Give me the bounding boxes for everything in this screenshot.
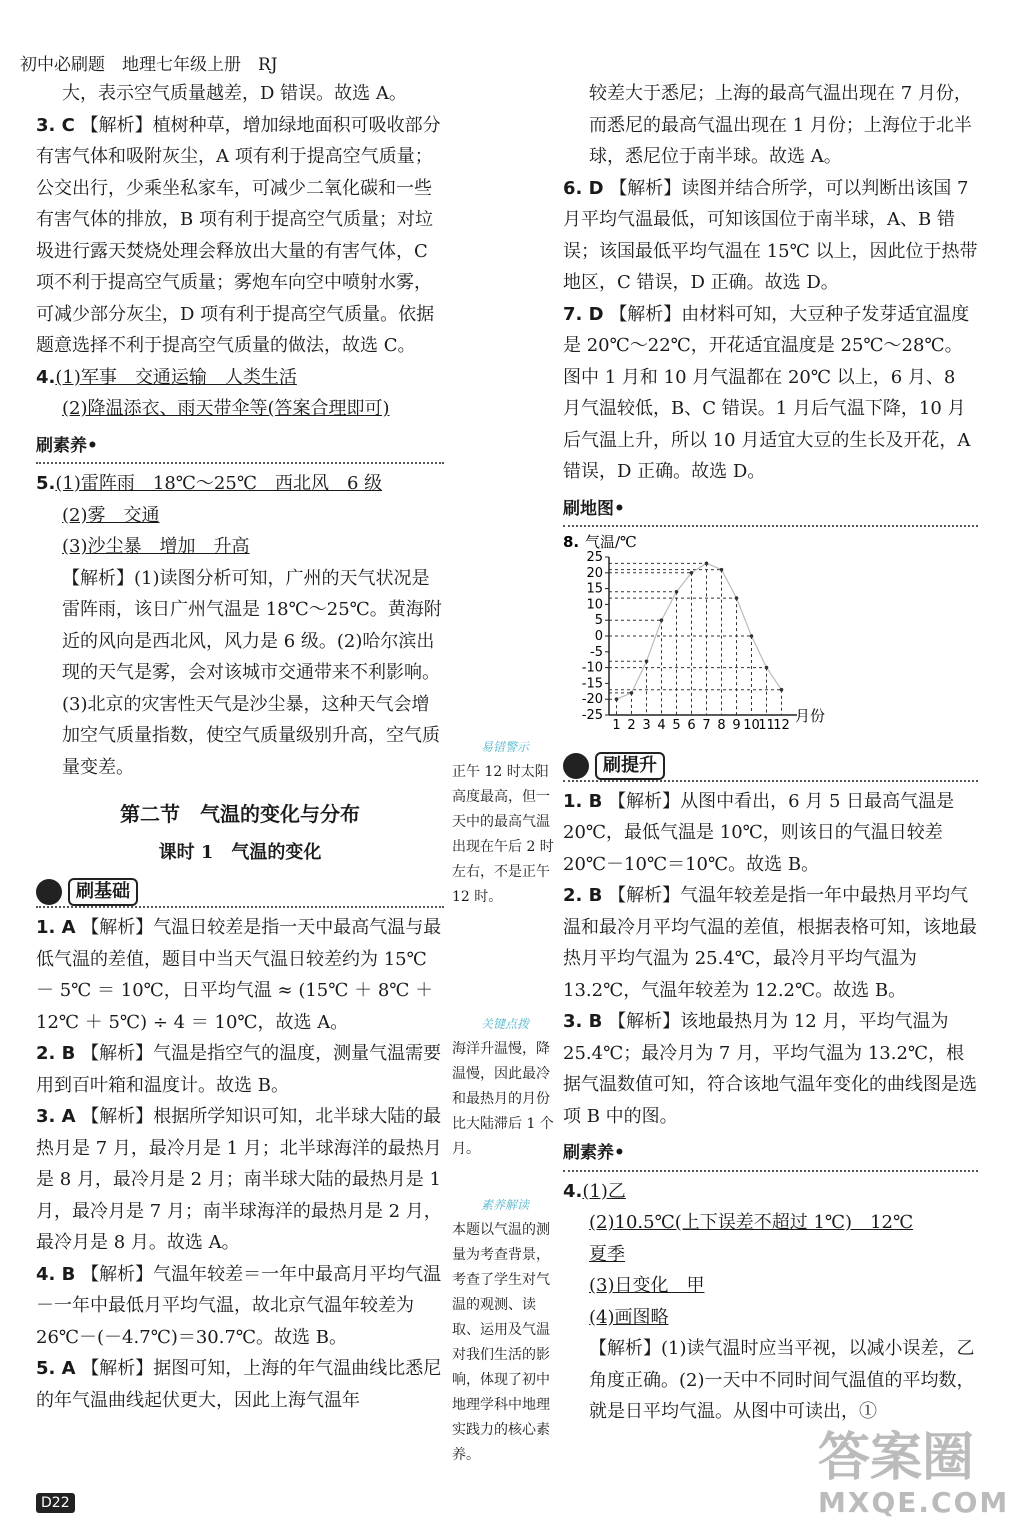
answer-text: (2)10.5℃(上下误差不超过 1℃) 12℃ — [589, 1212, 914, 1233]
paragraph: 大，表示空气质量越差，D 错误。故选 A。 — [62, 83, 407, 104]
x-tick-label: 11 — [758, 718, 775, 731]
data-point — [660, 618, 664, 622]
question-number: 7. D — [563, 303, 604, 325]
brush-icon — [563, 753, 589, 779]
paragraph: 较差大于悉尼；上海的最高气温出现在 7 月份，而悉尼的最高气温出现在 1 月份；上海位于北半球，悉尼位于南半球。故选 A。 — [589, 83, 972, 167]
answer-line — [563, 1270, 978, 1302]
right-column — [563, 78, 978, 1428]
watermark-url: MXQE.COM — [818, 1486, 1010, 1519]
x-tick-label: 8 — [717, 718, 726, 731]
answer-line: (1)雷阵雨 18℃～25℃ 西北风 6 级 — [55, 473, 383, 494]
section-badge — [36, 878, 444, 908]
x-tick-label: 2 — [627, 718, 636, 731]
section-badge — [563, 752, 978, 782]
y-tick-label: 15 — [586, 581, 603, 597]
data-point — [615, 697, 619, 701]
answer-line: (1)乙 — [582, 1180, 626, 1202]
left-column — [36, 78, 444, 1416]
temperature-chart — [563, 531, 863, 731]
question-text: 【解析】据图可知，上海的年气温曲线比悉尼的年气温曲线起伏更大，因此上海气温年 — [36, 1358, 442, 1411]
data-point — [675, 590, 679, 594]
question-number: 4. — [563, 1180, 583, 1202]
answer-line — [36, 531, 444, 563]
x-tick-label: 10 — [743, 718, 760, 731]
question-8 — [563, 531, 978, 742]
question-number: 3. B — [563, 1011, 603, 1032]
section-heading: 刷地图• — [563, 494, 978, 528]
data-point — [720, 568, 724, 572]
question-3 — [36, 1101, 444, 1259]
data-point — [630, 691, 634, 695]
answer-text: (3)沙尘暴 增加 升高 — [62, 536, 250, 557]
question-6 — [563, 173, 978, 299]
question-4 — [36, 1259, 444, 1354]
question-number: 3. C — [36, 114, 75, 136]
question-5 — [36, 1353, 444, 1416]
question-number: 1. B — [563, 790, 603, 812]
side-note-text: 海洋升温慢，降温慢，因此最冷和最热月的月份比大陆滞后 1 个月。 — [452, 1041, 554, 1157]
question-number: 5. — [36, 473, 56, 494]
x-tick-label: 9 — [732, 718, 741, 731]
answer-line — [36, 500, 444, 532]
question-text: 【解析】气温日较差是指一天中最高气温与最低气温的差值，题目中当天气温日较差约为 15℃ － 5℃ ＝ 10℃，日平均气温 ≈ (15℃ ＋ 8℃ ＋ 12℃ ＋ 5℃) ÷ 4 ＝ 10℃，故选 A。 — [36, 917, 442, 1033]
question-4 — [36, 362, 444, 394]
question-text: 【解析】根据所学知识可知，北半球大陆的最热月是 7 月，最冷月是 1 月；北半球海洋的最热月是 8 月，最冷月是 2 月；南半球大陆的最热月是 1 月，最冷月是 7 月；南半球海洋的最热月是 2 月，最冷月是 8 月。故选 A。 — [36, 1106, 442, 1253]
answer-text: (2)雾 交通 — [62, 504, 160, 526]
y-tick-label: -5 — [590, 644, 603, 660]
x-axis-label: 月份 — [795, 707, 826, 725]
side-note-error-warning — [452, 735, 558, 910]
question-text: 【解析】气温是指空气的温度，测量气温需要用到百叶箱和温度计。故选 B。 — [36, 1043, 442, 1096]
watermark — [818, 1430, 1009, 1519]
answer-text: 夏季 — [589, 1243, 625, 1265]
x-tick-label: 4 — [657, 718, 666, 731]
x-tick-label: 3 — [642, 718, 651, 731]
side-note-text: 本题以气温的测量为考查背景，考查了学生对气温的观测、读取、运用及气温对我们生活的影响，体现了初中地理学科中地理实践力的核心素养。 — [452, 1222, 550, 1463]
x-tick-label: 7 — [702, 718, 711, 731]
data-point — [690, 571, 694, 575]
answer-text: (4)画图略 — [589, 1306, 669, 1328]
data-point — [765, 666, 769, 670]
y-tick-label: 0 — [594, 629, 603, 644]
y-tick-label: -10 — [581, 660, 603, 676]
question-2 — [563, 880, 978, 1006]
question-4 — [563, 1176, 978, 1208]
answer-line — [36, 393, 444, 425]
question-number: 3. A — [36, 1106, 76, 1127]
y-tick-label: 20 — [586, 565, 603, 581]
question-text: 【解析】气温年较差是指一年中最热月平均气温和最冷月平均气温的差值，根据表格可知，该地最热月平均气温为 25.4℃，最冷月平均气温为 13.2℃，气温年较差为 12.2℃。故选 B。 — [563, 885, 977, 1001]
answer-line — [563, 1239, 978, 1271]
question-1 — [563, 786, 978, 881]
page-number: D22 — [36, 1493, 75, 1513]
section-heading: 刷素养• — [563, 1138, 978, 1172]
answer-text: (3)日变化 甲 — [589, 1275, 705, 1296]
analysis: 【解析】(1)读气温时应当平视，以减小误差，乙角度正确。(2)一天中不同时间气温值的平均数，就是日平均气温。从图中可读出，① — [589, 1338, 975, 1422]
question-text: 【解析】该地最热月为 12 月，平均气温为 25.4℃；最冷月为 7 月，平均气温为 13.2℃，根据气温数值可知，符合该地气温年变化的曲线图是选项 B 中的图。 — [563, 1011, 977, 1127]
question-number: 4. — [36, 366, 56, 388]
question-2 — [36, 1038, 444, 1101]
watermark-logo: 答案圈 — [818, 1428, 975, 1488]
question-text: 【解析】气温年较差＝一年中最高月平均气温－一年中最低月平均气温，故北京气温年较差为 26℃－(－4.7℃)＝30.7℃。故选 B。 — [36, 1263, 442, 1348]
question-number: 5. A — [36, 1358, 76, 1379]
question-7 — [563, 299, 978, 488]
side-note-title: 素养解读 — [480, 1198, 529, 1212]
data-point — [735, 596, 739, 600]
temperature-line — [617, 563, 782, 699]
question-number: 1. A — [36, 917, 76, 938]
side-note-title: 关键点拨 — [480, 1017, 529, 1031]
y-tick-label: 5 — [594, 613, 603, 629]
x-tick-label: 12 — [773, 718, 790, 731]
x-tick-label: 5 — [672, 718, 681, 731]
data-point — [750, 634, 754, 638]
question-1 — [36, 912, 444, 1038]
brush-icon — [36, 879, 62, 905]
side-note-key-point — [452, 1012, 558, 1162]
answer-line — [563, 1302, 978, 1334]
question-number: 6. D — [563, 177, 604, 199]
question-text: 【解析】从图中看出，6 月 5 日最高气温是 20℃，最低气温是 10℃，则该日的气温日较差 20℃－10℃＝10℃。故选 B。 — [563, 790, 955, 875]
answer-text: (2)降温添衣、雨天带伞等(答案合理即可) — [62, 398, 390, 419]
question-text: 【解析】由材料可知，大豆种子发芽适宜温度是 20℃～22℃，开花适宜温度是 25℃～28℃。图中 1 月和 10 月气温都在 20℃ 以上，6 月、8 月气温较低，B、C 错误。1 月后气温下降，10 月后气温上升，所以 10 月适宜大豆的生长及开花，A 错误，D 正确。故选 D。 — [563, 303, 971, 482]
question-number: 2. B — [36, 1043, 76, 1064]
y-tick-label: 10 — [586, 597, 603, 613]
side-note-text: 正午 12 时太阳高度最高，但一天中的最高气温出现在午后 2 时左右，不是正午 12 时。 — [452, 764, 554, 905]
y-axis-label: 气温/℃ — [585, 533, 637, 551]
side-note-title: 易错警示 — [480, 740, 529, 754]
answer-line: (1)军事 交通运输 人类生活 — [55, 366, 297, 388]
side-note-literacy — [452, 1193, 558, 1468]
question-number: 8. — [563, 533, 580, 551]
badge-label: 刷基础 — [68, 878, 138, 906]
badge-label: 刷提升 — [595, 752, 665, 780]
question-3 — [563, 1006, 978, 1132]
question-5 — [36, 468, 444, 500]
y-tick-label: 25 — [586, 550, 603, 565]
y-tick-label: -25 — [581, 708, 603, 723]
data-point — [645, 659, 649, 663]
question-number: 2. B — [563, 885, 603, 906]
x-tick-label: 6 — [687, 718, 696, 731]
question-number: 4. B — [36, 1263, 76, 1285]
analysis: 【解析】(1)读图分析可知，广州的天气状况是雷阵雨，该日广州气温是 18℃～25℃。黄海附近的风向是西北风，风力是 6 级。(2)哈尔滨出现的天气是雾，会对该城市交通带来不利影响。(3)北京的灾害性天气是沙尘暴，这种天气会增加空气质量指数，使空气质量级别升高，空气质量变差。 — [62, 567, 442, 778]
answer-line — [563, 1207, 978, 1239]
y-tick-label: -20 — [581, 692, 603, 708]
question-text: 【解析】读图并结合所学，可以判断出该国 7 月平均气温最低，可知该国位于南半球，A、B 错误；该国最低平均气温在 15℃ 以上，因此位于热带地区，C 错误，D 正确。故选 D。 — [563, 177, 978, 293]
data-point — [705, 562, 709, 566]
section-title: 第二节 气温的变化与分布 — [120, 802, 360, 826]
x-tick-label: 1 — [612, 718, 621, 731]
question-3 — [36, 110, 444, 362]
question-text: 【解析】植树种草，增加绿地面积可吸收部分有害气体和吸附灰尘，A 项有利于提高空气质量；公交出行，少乘坐私家车，可减少二氧化碳和一些有害气体的排放，B 项有利于提高空气质量；对垃圾进行露天焚烧处理会释放出大量的有害气体，C 项不利于提高空气质量；雾炮车向空中喷射水雾，可减少部分灰尘，D 项有利于提高空气质量。依据题意选择不利于提高空气质量的做法，故选 C。 — [36, 114, 441, 356]
data-point — [780, 688, 784, 692]
section-heading: 刷素养• — [36, 431, 444, 465]
lesson-title: 课时 1 气温的变化 — [158, 841, 322, 863]
y-tick-label: -15 — [581, 676, 603, 692]
page-header: 初中必刷题 地理七年级上册 RJ — [20, 55, 278, 75]
